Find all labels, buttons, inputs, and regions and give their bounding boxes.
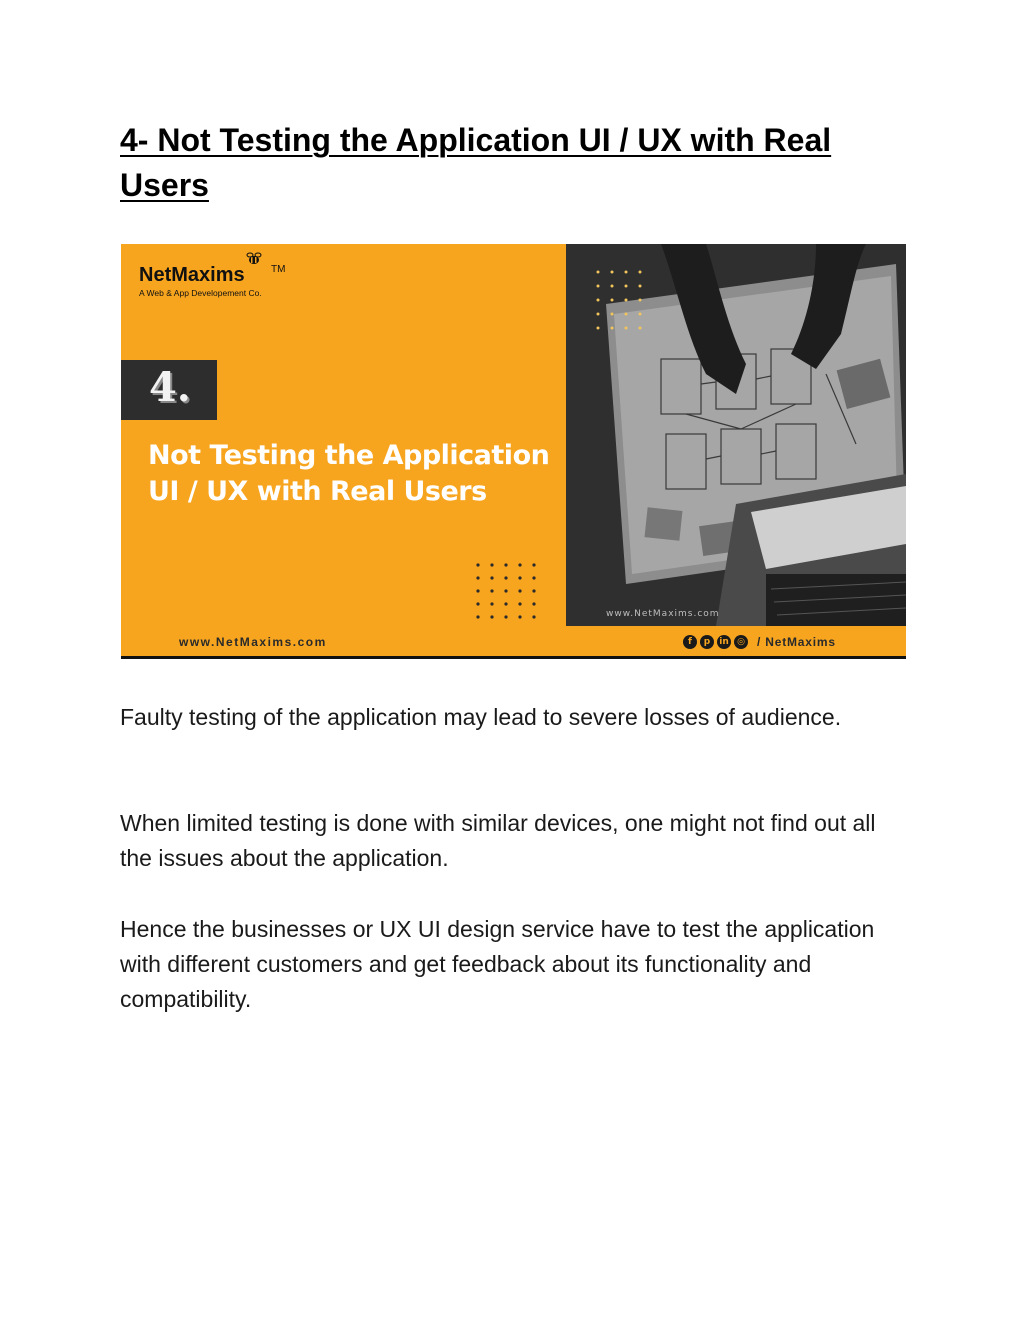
logo-name: NetMaxims — [139, 264, 245, 286]
paragraph-3: Hence the businesses or UX UI design service have to test the application with different customers and get feedback about its functionality and compatibility. — [120, 916, 875, 1012]
page-heading — [120, 118, 920, 208]
facebook-icon: f — [683, 635, 697, 649]
banner-website: www.NetMaxims.com — [179, 635, 327, 649]
paragraph-2: When limited testing is done with similar devices, one might not find out all the issues about the application. — [120, 810, 876, 871]
wireframe-sketch-photo — [566, 244, 906, 626]
number-label: 4. — [149, 364, 191, 411]
banner-bottom-rule — [121, 656, 906, 659]
photo-watermark: www.NetMaxims.com — [606, 609, 720, 619]
article-banner-image — [121, 244, 906, 656]
photo-illustration — [566, 244, 906, 626]
logo-tagline: A Web & App Developement Co. — [139, 288, 262, 298]
logo-trademark: TM — [271, 264, 286, 275]
banner-title — [148, 438, 568, 510]
number-badge — [121, 360, 217, 420]
dot-grid-decoration — [475, 562, 539, 622]
linkedin-icon: in — [717, 635, 731, 649]
pinterest-icon: p — [700, 635, 714, 649]
banner-title-line-2: UI / UX with Real Users — [148, 476, 487, 507]
social-links — [683, 632, 836, 652]
netmaxims-logo — [139, 254, 339, 304]
banner-title-line-1: Not Testing the Application — [148, 440, 550, 471]
bee-icon — [245, 252, 263, 266]
instagram-icon: ◎ — [734, 635, 748, 649]
paragraph-1: Faulty testing of the application may lead to severe losses of audience. — [120, 704, 842, 730]
social-handle: / NetMaxims — [757, 635, 836, 649]
heading-text: 4- Not Testing the Application UI / UX with Real Users — [120, 122, 832, 203]
